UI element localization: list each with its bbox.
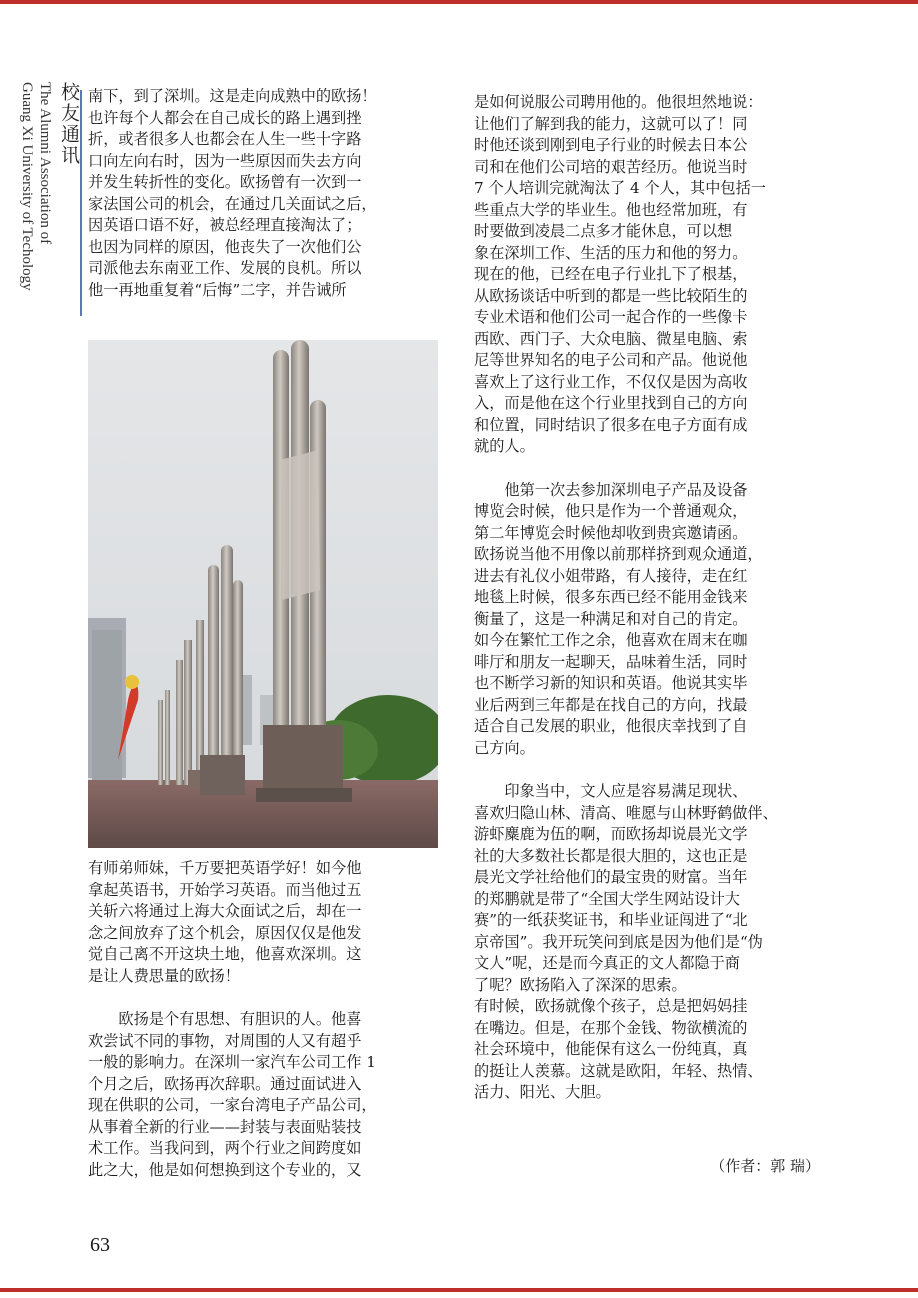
paragraph: 他第一次去参加深圳电子产品及设备 博览会时候，他只是作为一个普通观众， 第二年博览会时候他却收到贵宾邀请函。 欧扬说当他不用像以前那样挤到观众通道， 进去有礼仪小姐带路，有人接待，走在红 地毯上时候，很多东西已经不能用金钱来 衡量了，这是一种满足和对自己的肯定。 如今在繁忙工作之余，他喜欢在周末在咖 啡厅和朋友一起聊天，品味着生活，同时 也不断学习新的知识和英语。他说其实毕 业后两到三年都是在找自己的方向，找最 适合自己发展的职业，他很庆幸找到了自 己方向。 bbox=[474, 480, 763, 757]
bottom-red-rule bbox=[0, 1288, 918, 1292]
page-number: 63 bbox=[90, 1234, 110, 1256]
left-column-top bbox=[88, 86, 446, 301]
side-divider-line bbox=[80, 90, 82, 316]
paragraph: 是如何说服公司聘用他的。他很坦然地说： 让他们了解到我的能力，这就可以了！同 时他还谈到刚到电子行业的时候去日本公 司和在他们公司培的艰苦经历。他说当时 7 个人培训完就淘汰了 4 个人，其中包括一 些重点大学的毕业生。他也经常加班，有 时要做到凌晨二点多才能休息，可以想 象在深圳工作、生活的压力和他的努力。 现在的他，已经在电子行业扎下了根基， 从欧扬谈话中听到的都是一些比较陌生的 专业术语和他们公司一起合作的一些像卡 西欧、西门子、大众电脑、微星电脑、索 尼等世界知名的电子公司和产品。他说他 喜欢上了这行业工作，不仅仅是因为高收 入，而是他在这个行业里找到自己的方向 和位置，同时结识了很多在电子方面有成 就的人。 bbox=[474, 93, 766, 455]
paragraph: 南下，到了深圳。这是走向成熟中的欧扬！ 也许每个人都会在自己成长的路上遇到挫 折，或者很多人也都会在人生一些十字路 口向左向右时，因为一些原因而失去方向 并发生转折性的变化。欧扬曾有一次到一 家法国公司的机会，在通过几关面试之后， 因英语口语不好，被总经理直接淘汰了； 也因为同样的原因，他丧失了一次他们公 司派他去东南亚工作、发展的良机。所以 他一再地重复着“后悔”二字，并告诫所 bbox=[88, 87, 377, 299]
publication-title-english: The Alumni Association of Guang Xi University of Techology bbox=[19, 82, 53, 291]
author-credit: （作者：郭 瑞） bbox=[710, 1157, 820, 1175]
top-red-rule bbox=[0, 0, 918, 4]
paragraph: 有师弟师妹，千万要把英语学好！如今他 拿起英语书，开始学习英语。而当他过五 关斩六将通过上海大众面试之后，却在一 念之间放弃了这个机会，原因仅仅是他发 觉自己离不开这块土地，他喜欢深圳。这 是让人费思量的欧扬！ bbox=[88, 859, 362, 985]
monument-photo bbox=[88, 340, 438, 848]
right-column bbox=[474, 92, 830, 1104]
publication-title-chinese: 校友通讯 bbox=[58, 82, 80, 166]
left-column-bottom bbox=[88, 858, 446, 1181]
paragraph: 印象当中，文人应是容易满足现状、 喜欢归隐山林、清高、唯愿与山林野鹤做伴、 游虾麋鹿为伍的啊，而欧扬却说晨光文学 社的大多数社长都是很大胆的，这也正是 晨光文学社给他们的最宝贵的财富。当年 的郑鹏就是带了“全国大学生网站设计大 赛”的一纸获奖证书，和毕业证闯进了“北 京帝国”。我开玩笑问到底是因为他们是“伪 文人”呢，还是而今真正的文人都隐于商 了呢？欧扬陷入了深深的思索。 bbox=[474, 782, 778, 994]
paragraph: 有时候，欧扬就像个孩子，总是把妈妈挂 在嘴边。但是，在那个金钱、物欲横流的 社会环境中，他能保有这么一份纯真，真 的挺让人羡慕。这就是欧阳，年轻、热情、 活力、阳光、大胆。 bbox=[474, 997, 763, 1101]
paragraph: 欧扬是个有思想、有胆识的人。他喜 欢尝试不同的事物，对周围的人又有超乎 一般的影响力。在深圳一家汽车公司工作 1 个月之后，欧扬再次辞职。通过面试进入 现在供职的公司，一家台湾电子产品公司， 从事着全新的行业——封装与表面贴装技 术工作。当我问到，两个行业之间跨度如 此之大，他是如何想换到这个专业的，又 bbox=[88, 1010, 377, 1179]
publication-side-label bbox=[14, 82, 84, 322]
